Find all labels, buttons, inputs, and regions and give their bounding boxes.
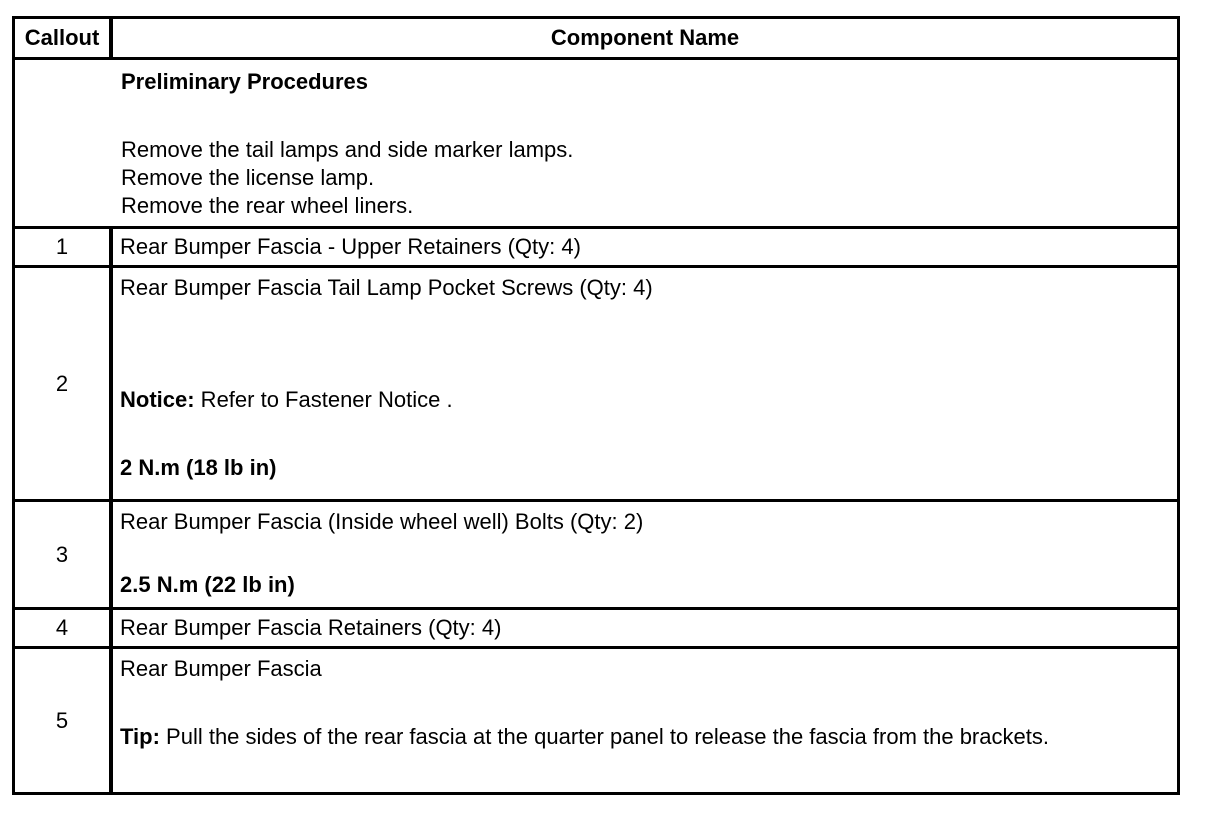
- component-name: Rear Bumper Fascia (Inside wheel well) Bolts (Qty: 2): [120, 509, 644, 534]
- preliminary-step: Remove the tail lamps and side marker lamps.: [121, 137, 574, 162]
- column-divider: [109, 229, 113, 265]
- torque-spec: 2 N.m (18 lb in): [120, 455, 277, 480]
- callout-number: 3: [55, 541, 69, 567]
- component-name: Rear Bumper Fascia Retainers (Qty: 4): [120, 615, 502, 640]
- column-divider: [109, 502, 113, 607]
- table-row: [12, 499, 1180, 610]
- table-row: [12, 607, 1180, 649]
- table-row: [12, 226, 1180, 268]
- preliminary-row: [12, 57, 1180, 229]
- spacer: [121, 96, 1173, 136]
- spacer: [120, 302, 1173, 386]
- procedure-table: [12, 16, 1180, 795]
- component-name: Rear Bumper Fascia - Upper Retainers (Qty: 4): [120, 234, 581, 259]
- notice-text: Refer to Fastener Notice .: [194, 387, 453, 412]
- tip-label: Tip:: [120, 724, 160, 749]
- table-row: [12, 646, 1180, 795]
- component-cell: [120, 655, 1177, 751]
- notice-label: Notice:: [120, 387, 195, 412]
- column-divider: [109, 610, 113, 646]
- torque-spec: 2.5 N.m (22 lb in): [120, 572, 295, 597]
- preliminary-title: Preliminary Procedures: [121, 69, 369, 94]
- component-name: Rear Bumper Fascia Tail Lamp Pocket Screws (Qty: 4): [120, 275, 653, 300]
- component-name: Rear Bumper Fascia: [120, 656, 322, 681]
- spacer: [120, 536, 1173, 571]
- column-divider: [109, 268, 113, 499]
- callout-number: 2: [55, 370, 69, 396]
- component-cell: [120, 233, 1173, 261]
- callout-number: 4: [55, 615, 69, 640]
- tip-line: [120, 723, 1177, 751]
- component-cell: [120, 614, 1173, 642]
- preliminary-content: [121, 68, 1173, 220]
- notice-line: [120, 386, 1173, 414]
- callout-number: 5: [55, 707, 69, 733]
- preliminary-step: Remove the rear wheel liners.: [121, 193, 414, 218]
- spacer: [120, 683, 1177, 723]
- preliminary-step: Remove the license lamp.: [121, 165, 375, 190]
- spacer: [120, 414, 1173, 454]
- component-name-header: Component Name: [550, 25, 740, 50]
- table-row: [12, 265, 1180, 502]
- table-header-row: [12, 16, 1180, 60]
- component-cell: [120, 508, 1173, 599]
- tip-text: Pull the sides of the rear fascia at the quarter panel to release the fascia from the brackets.: [159, 724, 1049, 749]
- component-cell: [120, 274, 1173, 482]
- column-divider: [109, 649, 113, 792]
- callout-number: 1: [55, 234, 69, 259]
- callout-header: Callout: [24, 25, 100, 50]
